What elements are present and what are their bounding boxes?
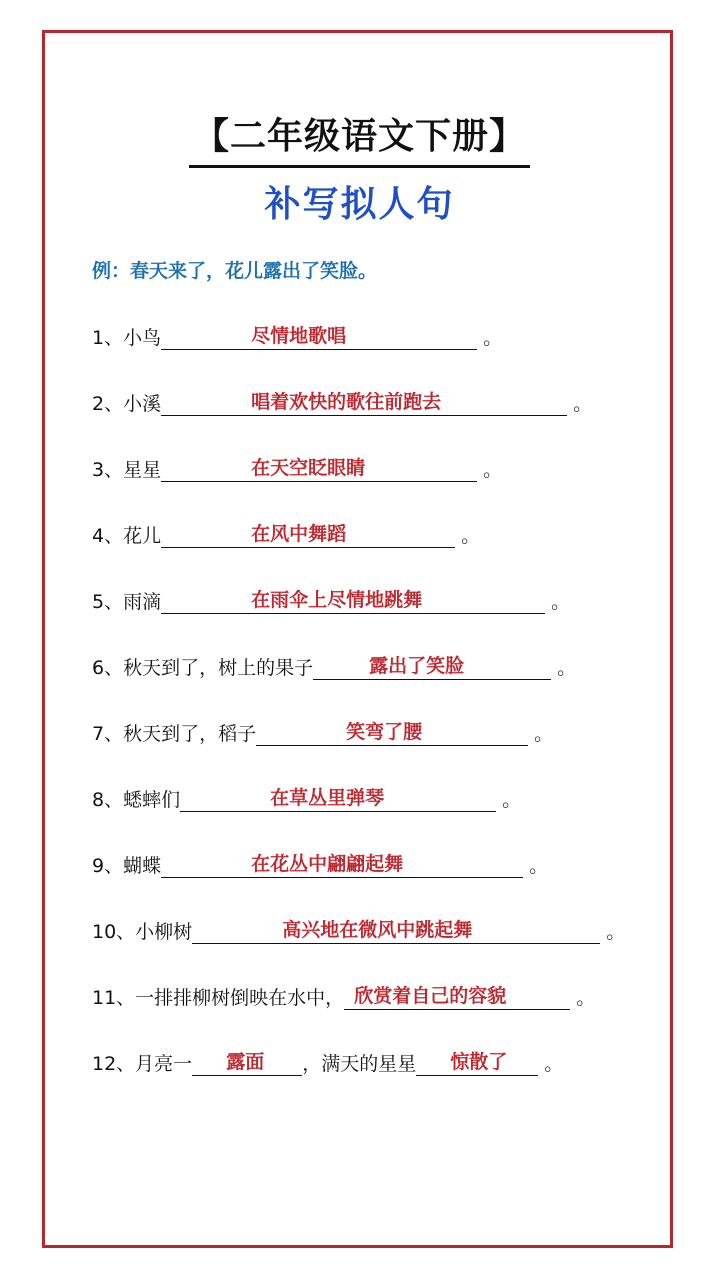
item-end: 。 xyxy=(483,459,503,481)
answer-blank xyxy=(161,388,567,416)
exercise-item-1 xyxy=(92,316,502,350)
page-title: 【二年级语文下册】 xyxy=(0,108,719,168)
answer-text: 在花丛中翩翩起舞 xyxy=(251,853,404,875)
answer-blank xyxy=(344,982,570,1010)
exercise-item-12 xyxy=(92,1042,563,1076)
exercise-item-3 xyxy=(92,448,502,482)
item-prefix: 9、蝴蝶 xyxy=(92,855,162,877)
exercise-item-10 xyxy=(92,910,625,944)
answer-text: 欣赏着自己的容貌 xyxy=(354,985,507,1007)
item-prefix: 4、花儿 xyxy=(92,525,162,547)
exercise-item-5 xyxy=(92,580,570,614)
item-end: 。 xyxy=(557,657,577,679)
answer-text: 尽情地歌唱 xyxy=(251,325,347,347)
exercise-item-8 xyxy=(92,778,521,812)
item-end: 。 xyxy=(551,591,571,613)
item-middle: ，满天的星星 xyxy=(302,1053,417,1075)
answer-blank xyxy=(161,586,545,614)
example-sentence: 例：春天来了，花儿露出了笑脸。 xyxy=(92,260,378,282)
answer-text: 唱着欢快的歌往前跑去 xyxy=(251,391,442,413)
item-prefix: 11、一排排柳树倒映在水中， xyxy=(92,987,345,1009)
answer-blank xyxy=(161,850,523,878)
item-end: 。 xyxy=(576,987,596,1009)
answer-text: 在风中舞蹈 xyxy=(251,523,347,545)
item-end: 。 xyxy=(573,393,593,415)
answer-text: 在草丛里弹琴 xyxy=(270,787,385,809)
item-prefix: 2、小溪 xyxy=(92,393,162,415)
item-prefix: 7、秋天到了，稻子 xyxy=(92,723,257,745)
exercise-item-9 xyxy=(92,844,548,878)
answer-text: 高兴地在微风中跳起舞 xyxy=(282,919,473,941)
item-end: 。 xyxy=(534,723,554,745)
item-prefix: 6、秋天到了，树上的果子 xyxy=(92,657,314,679)
answer-text-2: 惊散了 xyxy=(450,1051,508,1073)
item-prefix: 1、小鸟 xyxy=(92,327,162,349)
item-prefix: 8、蟋蟀们 xyxy=(92,789,181,811)
item-end: 。 xyxy=(544,1053,564,1075)
answer-blank xyxy=(192,916,600,944)
exercise-item-11 xyxy=(92,976,595,1010)
item-end: 。 xyxy=(483,327,503,349)
page-subtitle: 补写拟人句 xyxy=(264,184,455,225)
item-end: 。 xyxy=(606,921,626,943)
answer-blank xyxy=(313,652,551,680)
exercise-item-6 xyxy=(92,646,576,680)
exercise-item-7 xyxy=(92,712,553,746)
answer-text: 露出了笑脸 xyxy=(369,655,465,677)
answer-blank xyxy=(192,1048,302,1076)
answer-text: 笑弯了腰 xyxy=(346,721,423,743)
answer-blank xyxy=(256,718,528,746)
exercise-item-2 xyxy=(92,382,592,416)
exercise-item-4 xyxy=(92,514,480,548)
answer-blank xyxy=(161,322,477,350)
answer-text: 露面 xyxy=(226,1051,265,1073)
item-prefix: 12、月亮一 xyxy=(92,1053,193,1075)
answer-blank xyxy=(161,520,455,548)
item-prefix: 3、星星 xyxy=(92,459,162,481)
answer-text: 在雨伞上尽情地跳舞 xyxy=(251,589,423,611)
answer-blank xyxy=(180,784,496,812)
item-prefix: 10、小柳树 xyxy=(92,921,193,943)
answer-blank-2 xyxy=(416,1048,538,1076)
item-end: 。 xyxy=(502,789,522,811)
item-prefix: 5、雨滴 xyxy=(92,591,162,613)
answer-blank xyxy=(161,454,477,482)
item-end: 。 xyxy=(461,525,481,547)
answer-text: 在天空眨眼睛 xyxy=(251,457,366,479)
item-end: 。 xyxy=(529,855,549,877)
